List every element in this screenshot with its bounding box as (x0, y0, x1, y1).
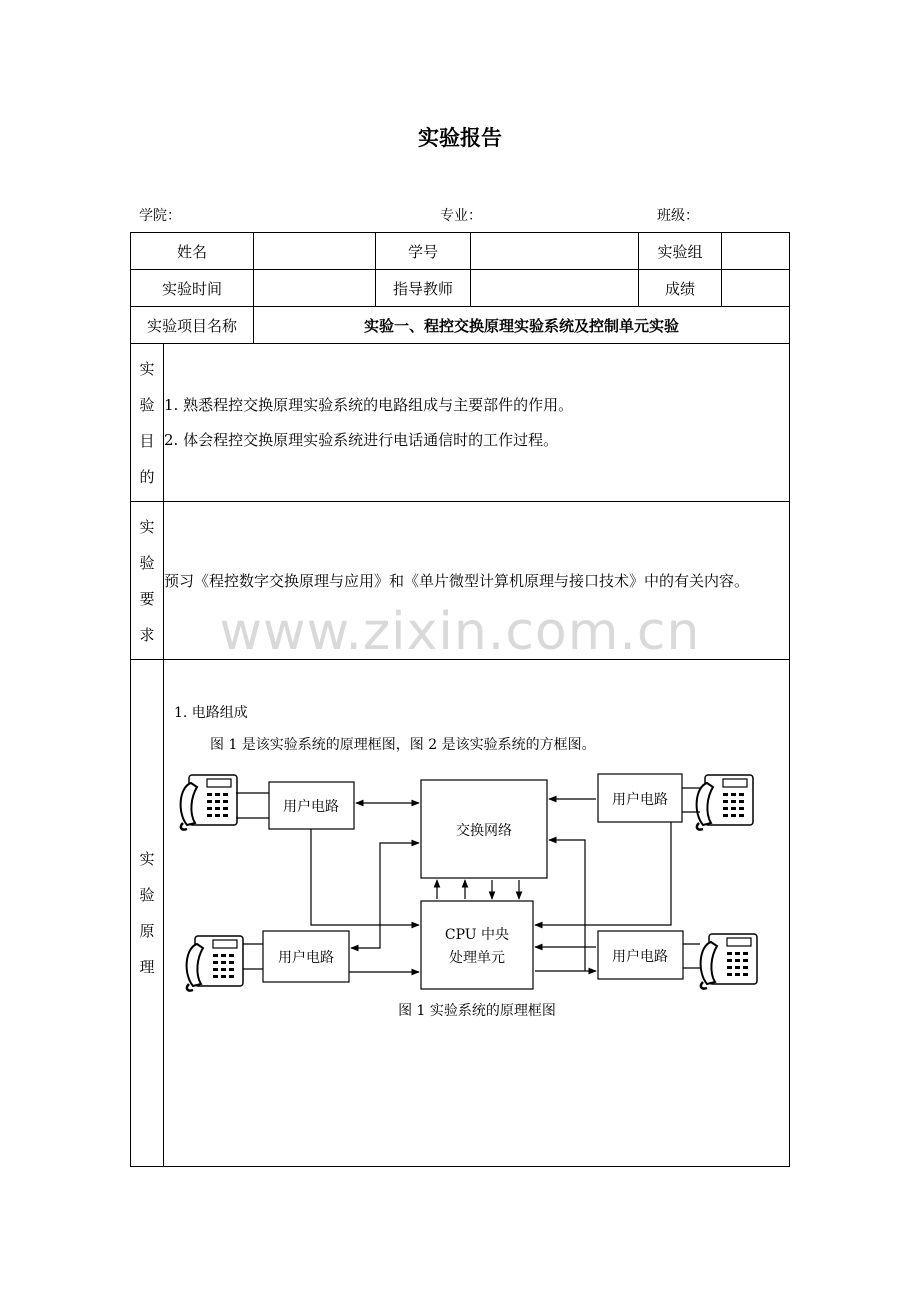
student-id-label: 学号 (376, 233, 471, 270)
purpose-item: 1. 熟悉程控交换原理实验系统的电路组成与主要部件的作用。 (164, 395, 574, 414)
purpose-item: 2. 体会程控交换原理实验系统进行电话通信时的工作过程。 (164, 430, 559, 449)
switch-network-label: 交换网络 (456, 823, 512, 839)
telephone-icon (697, 775, 753, 830)
user-circuit-label: 用户电路 (278, 950, 334, 966)
report-title: 实验报告 (418, 126, 502, 150)
college-label: 学院： (139, 208, 181, 224)
time-label: 实验时间 (131, 270, 254, 307)
telephone-icon (181, 775, 237, 830)
principle-label: 实 验 原 理 (131, 660, 164, 1167)
cpu-label-line1: CPU 中央 (444, 927, 510, 943)
class-label: 班级： (657, 208, 699, 224)
telephone-icon (187, 936, 243, 991)
major-label: 专业： (440, 208, 482, 224)
requirement-content: 预习《程控数字交换原理与应用》和《单片微型计算机原理与接口技术》中的有关内容。 (164, 502, 790, 660)
group-label: 实验组 (639, 233, 722, 270)
score-label: 成绩 (639, 270, 722, 307)
principle-paragraph: 图 1 是该实验系统的原理框图，图 2 是该实验系统的方框图。 (210, 737, 596, 753)
project-label: 实验项目名称 (131, 307, 254, 344)
requirement-label: 实 验 要 求 (131, 502, 164, 660)
user-circuit-label: 用户电路 (612, 792, 668, 808)
watermark: www.zixin.com.cn (219, 602, 701, 662)
teacher-label: 指导教师 (376, 270, 471, 307)
user-circuit-label: 用户电路 (283, 799, 339, 815)
project-value: 实验一、程控交换原理实验系统及控制单元实验 (254, 307, 790, 344)
figure-caption: 图 1 实验系统的原理框图 (398, 1003, 556, 1019)
principle-heading: 1. 电路组成 (174, 705, 248, 721)
cpu-label-line2: 处理单元 (449, 950, 505, 966)
telephone-icon (701, 934, 757, 989)
name-label: 姓名 (131, 233, 254, 270)
cpu-box (421, 901, 533, 989)
purpose-label: 实 验 目 的 (131, 344, 164, 502)
user-circuit-label: 用户电路 (612, 949, 668, 965)
